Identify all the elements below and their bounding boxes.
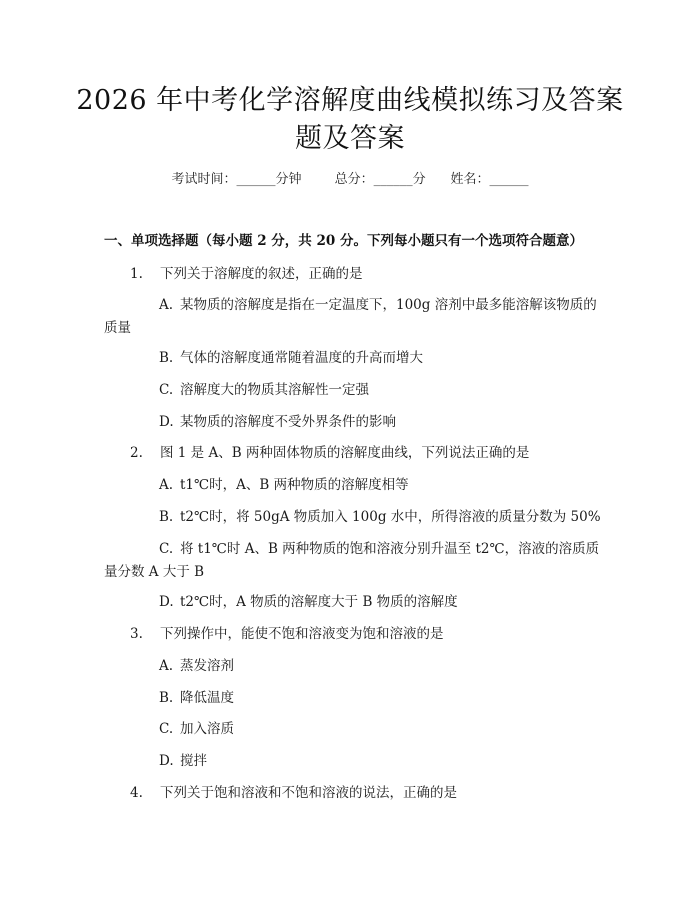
question-number: 3. [130, 626, 143, 642]
question-1-option-d [159, 410, 396, 430]
question-3-option-a [159, 654, 234, 674]
score-label: 总分： [334, 172, 374, 187]
option-text: 某物质的溶解度不受外界条件的影响 [180, 414, 396, 430]
exam-info-line [0, 168, 700, 187]
time-unit: 分钟 [275, 172, 302, 187]
question-2-option-a [159, 473, 409, 493]
option-letter: D. [159, 414, 174, 430]
option-letter: B. [159, 690, 174, 706]
option-text: 降低温度 [180, 690, 234, 706]
option-text: 搅拌 [180, 753, 207, 769]
option-letter: D. [159, 753, 174, 769]
question-3-option-c [159, 717, 234, 737]
time-label: 考试时间： [171, 172, 237, 187]
question-text: 下列关于溶解度的叙述，正确的是 [160, 266, 363, 282]
option-text: t2℃时，A 物质的溶解度大于 B 物质的溶解度 [180, 594, 458, 610]
option-letter: A. [159, 658, 174, 674]
option-text: t2℃时，将 50gA 物质加入 100g 水中，所得溶液的质量分数为 50% [180, 509, 601, 525]
score-unit: 分 [412, 172, 426, 187]
option-letter: B. [159, 509, 174, 525]
question-3-option-d [159, 749, 207, 769]
question-3-option-b [159, 686, 234, 706]
question-text: 图 1 是 A、B 两种固体物质的溶解度曲线，下列说法正确的是 [160, 445, 530, 461]
name-label: 姓名： [450, 172, 490, 187]
question-4 [130, 781, 457, 801]
question-2-option-c [159, 537, 599, 557]
option-text: 将 t1℃时 A、B 两种物质的饱和溶液分别升温至 t2℃，溶液的溶质质 [180, 541, 600, 557]
question-2 [130, 441, 529, 461]
option-text: 溶解度大的物质其溶解性一定强 [180, 382, 369, 398]
question-text: 下列操作中，能使不饱和溶液变为饱和溶液的是 [160, 626, 444, 642]
option-letter: A. [159, 477, 174, 493]
score-blank: ______ [373, 172, 413, 187]
question-2-option-d [159, 590, 458, 610]
question-2-option-c-continuation: 量分数 A 大于 B [104, 564, 205, 580]
option-text: 气体的溶解度通常随着温度的升高而增大 [180, 350, 423, 366]
option-letter: C. [159, 721, 174, 737]
question-number: 1. [130, 266, 143, 282]
option-letter: B. [159, 350, 174, 366]
document-title-line2: 题及答案 [295, 123, 405, 154]
option-letter: C. [159, 541, 174, 557]
question-1-option-b [159, 346, 423, 366]
option-text: 加入溶质 [180, 721, 234, 737]
question-1-option-c [159, 378, 369, 398]
option-letter: C. [159, 382, 174, 398]
option-text: 蒸发溶剂 [180, 658, 234, 674]
question-1 [130, 262, 363, 282]
question-text: 下列关于饱和溶液和不饱和溶液的说法，正确的是 [160, 785, 457, 801]
question-3 [130, 622, 444, 642]
document-title-line1: 2026 年中考化学溶解度曲线模拟练习及答案 [76, 85, 624, 116]
question-2-option-b [159, 505, 601, 525]
question-number: 2. [130, 445, 143, 461]
time-blank: ______ [236, 172, 276, 187]
option-letter: A. [159, 297, 174, 313]
question-number: 4. [130, 785, 143, 801]
option-text: t1℃时，A、B 两种物质的溶解度相等 [180, 477, 409, 493]
option-letter: D. [159, 594, 174, 610]
question-1-option-a-continuation: 质量 [104, 320, 131, 336]
name-blank: ______ [489, 172, 529, 187]
section-heading-single-choice: 一、单项选择题（每小题 2 分，共 20 分。下列每小题只有一个选项符合题意） [104, 233, 583, 249]
option-text: 某物质的溶解度是指在一定温度下，100g 溶剂中最多能溶解该物质的 [180, 297, 597, 313]
question-1-option-a [159, 293, 597, 313]
